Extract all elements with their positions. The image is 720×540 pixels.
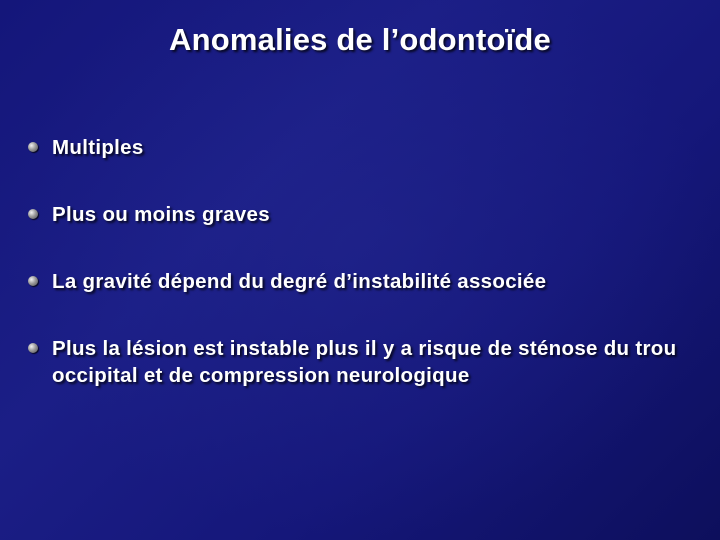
bullet-text: Plus ou moins graves	[52, 203, 270, 226]
list-item	[28, 335, 698, 389]
list-item	[28, 201, 698, 228]
bullet-dot-icon	[28, 209, 38, 219]
bullet-text: Multiples	[52, 136, 144, 159]
bullet-dot-icon	[28, 142, 38, 152]
bullet-dot-icon	[28, 343, 38, 353]
list-item	[28, 268, 698, 295]
bullet-list	[28, 134, 698, 429]
bullet-text: La gravité dépend du degré d’instabilité associée	[52, 270, 547, 293]
slide-title: Anomalies de l’odontoïde	[169, 22, 551, 57]
bullet-text: Plus la lésion est instable plus il y a risque de sténose du trou occipital et de compression neurologique	[52, 337, 677, 387]
list-item	[28, 134, 698, 161]
bullet-dot-icon	[28, 276, 38, 286]
